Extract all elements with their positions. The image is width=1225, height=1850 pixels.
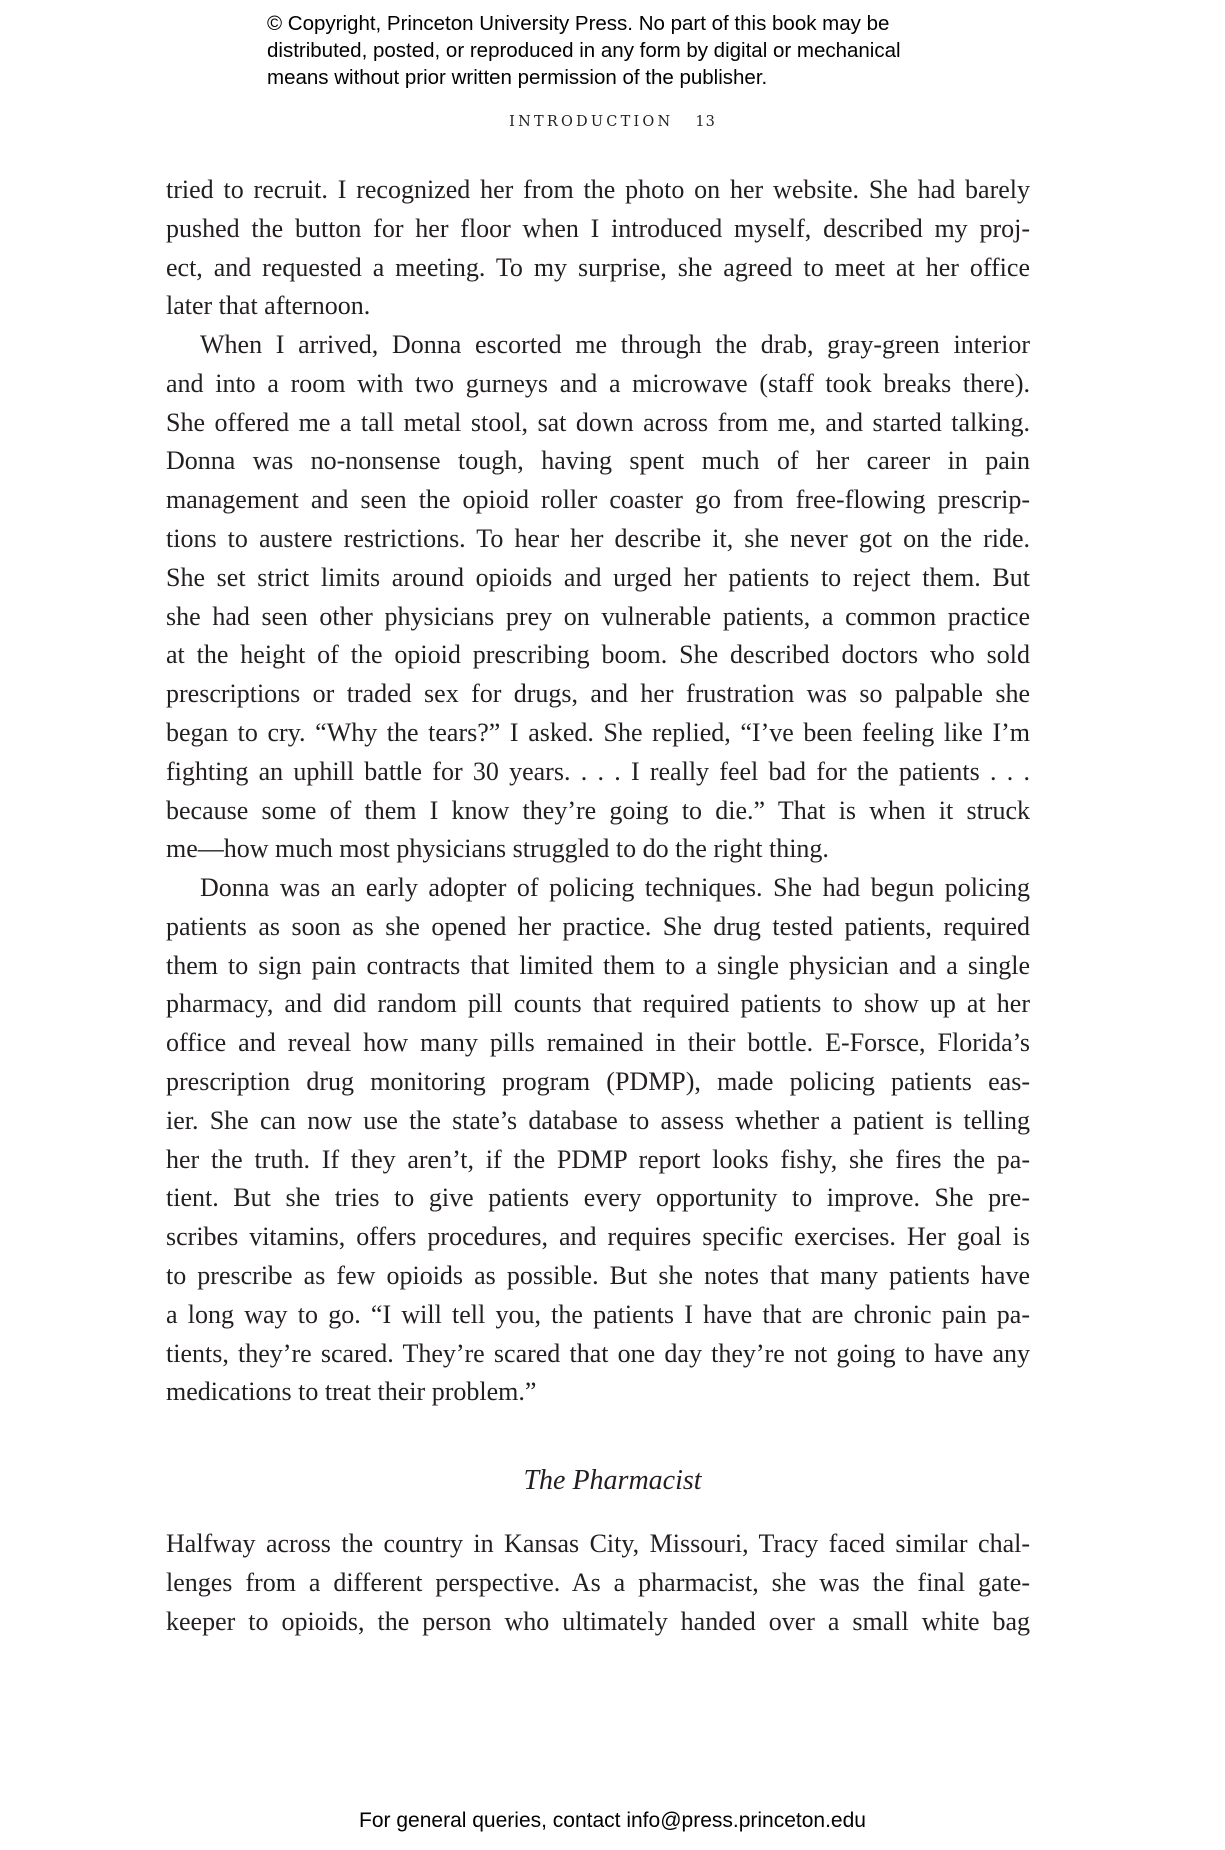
text-line: ier. She can now use the state’s database to assess whether a patient is telling (166, 1105, 1030, 1135)
text-line: management and seen the opioid roller coaster go from free-flowing prescrip- (166, 485, 1030, 515)
copyright-line: means without prior written permission of the publisher. (267, 66, 768, 89)
text-line: Donna was no-nonsense tough, having spent much of her career in pain (166, 446, 1030, 476)
text-line: tried to recruit. I recognized her from the photo on her website. She had barely (166, 175, 1030, 204)
text-line: fighting an uphill battle for 30 years. . . . I really feel bad for the patients . . . (166, 756, 1030, 786)
text-line: pushed the button for her floor when I introduced myself, described my proj- (166, 213, 1030, 243)
text-line: them to sign pain contracts that limited them to a single physician and a single (166, 950, 1030, 980)
text-line: at the height of the opioid prescribing boom. She described doctors who sold (166, 640, 1030, 670)
text-line: When I arrived, Donna escorted me through the drab, gray-green interior (200, 330, 1030, 359)
text-line: she had seen other physicians prey on vulnerable patients, a common practice (166, 601, 1030, 631)
page-number: 13 (695, 114, 716, 130)
text-line: She set strict limits around opioids and urged her patients to reject them. But (166, 562, 1030, 592)
running-head (0, 114, 1225, 130)
text-line: lenges from a different perspective. As a pharmacist, she was the final gate- (166, 1567, 1030, 1597)
text-line: prescription drug monitoring program (PDMP), made policing patients eas- (166, 1066, 1030, 1096)
text-line: tions to austere restrictions. To hear her describe it, she never got on the ride. (166, 523, 1030, 553)
text-line: to prescribe as few opioids as possible. But she notes that many patients have (166, 1260, 1030, 1290)
text-line: her the truth. If they aren’t, if the PDMP report looks fishy, she fires the pa- (166, 1144, 1030, 1174)
text-line: scribes vitamins, offers procedures, and requires specific exercises. Her goal is (166, 1222, 1030, 1252)
text-line: tients, they’re scared. They’re scared that one day they’re not going to have any (166, 1338, 1030, 1368)
text-line: Halfway across the country in Kansas City, Missouri, Tracy faced similar chal- (166, 1529, 1030, 1558)
footer-contact: For general queries, contact info@press.princeton.edu (359, 1809, 866, 1832)
text-line: prescriptions or traded sex for drugs, and her frustration was so palpable she (166, 679, 1030, 709)
text-line: tient. But she tries to give patients every opportunity to improve. She pre- (166, 1183, 1030, 1213)
running-head-title: INTRODUCTION (509, 114, 674, 130)
text-line: Donna was an early adopter of policing techniques. She had begun policing (200, 873, 1030, 902)
copyright-line: distributed, posted, or reproduced in any form by digital or mechanical (267, 39, 901, 62)
text-line: patients as soon as she opened her practice. She drug tested patients, required (166, 911, 1030, 941)
section-heading: The Pharmacist (523, 1465, 702, 1496)
copyright-notice (267, 10, 1027, 91)
text-line: ect, and requested a meeting. To my surprise, she agreed to meet at her office (166, 252, 1030, 282)
text-line: began to cry. “Why the tears?” I asked. She replied, “I’ve been feeling like I’m (166, 717, 1030, 747)
text-line: because some of them I know they’re going to die.” That is when it struck (166, 795, 1030, 825)
text-line: a long way to go. “I will tell you, the patients I have that are chronic pain pa- (166, 1299, 1030, 1329)
copyright-line: © Copyright, Princeton University Press. No part of this book may be (267, 12, 890, 35)
paragraph-pharmacist (166, 1525, 1030, 1641)
text-line: medications to treat their problem.” (166, 1377, 537, 1407)
text-line: keeper to opioids, the person who ultimately handed over a small white bag (166, 1606, 1030, 1636)
text-line: office and reveal how many pills remained in their bottle. E-Forsce, Florida’s (166, 1028, 1030, 1058)
text-line: me—how much most physicians struggled to do the right thing. (166, 834, 829, 864)
text-line: and into a room with two gurneys and a microwave (staff took breaks there). (166, 368, 1030, 398)
paragraph-donna-arrival (166, 326, 1030, 869)
paragraph-policing (166, 869, 1030, 1412)
text-line: pharmacy, and did random pill counts that required patients to show up at her (166, 989, 1030, 1019)
text-line: later that afternoon. (166, 291, 371, 321)
paragraph-continued (166, 171, 1030, 326)
text-line: She offered me a tall metal stool, sat down across from me, and started talking. (166, 407, 1030, 437)
